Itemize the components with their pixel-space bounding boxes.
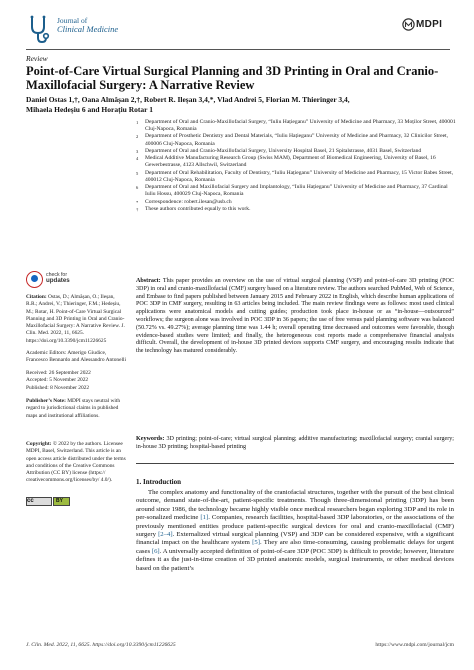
updates-line-1: check for: [46, 272, 68, 278]
author-line-1: Daniel Ostas 1,†, Oana Almășan 2,†, Robert R. Ileșan 3,4,*, Vlad Andrei 5, Florian M. Thieringer 3,4,: [26, 95, 350, 104]
affiliation-text: Medical Additive Manufacturing Research Group (Swiss MAM), Department of Biomedical Engineering, University of Basel, 16 Gewerbestrasse, 4123 Allschwil, Switzerland: [145, 155, 436, 169]
editors-names: Amerigo Giudice, Francesco Bennardo and Alessandro Antonelli: [26, 350, 127, 364]
abstract-label: Abstract:: [136, 278, 161, 284]
affiliation-2: [136, 133, 456, 147]
footer-citation[interactable]: J. Clin. Med. 2022, 11, 6625. https://doi.org/10.3390/jcm11226625: [26, 642, 176, 648]
copyright-text: © 2022 by the authors. Licensee MDPI, Basel, Switzerland. This article is an open access article distributed under the terms and conditions of the Creative Commons Attribution (CC BY) license (https:// creativecommons.org/licenses/by/ 4.0/).: [26, 440, 126, 484]
affiliation-text: Department of Prosthetic Dentistry and Dental Materials, “Iuliu Hațieganu” University of Medicine and Pharmacy, 32 Clinicilor Street, 400006 Cluj-Napoca, Romania: [145, 133, 449, 147]
citation-label: Citation:: [26, 294, 47, 300]
intro-text: . Companies, research facilities, hospital-based 3DP laboratories, or the associations of the previously mentioned entities produce patient-specific surgical devices for oral and cranio-maxillofacial (CMF) surgery: [136, 514, 454, 539]
affiliation-text: Department of Oral and Cranio-Maxillofacial Surgery, “Iuliu Hațieganu” University of Medicine and Pharmacy, 33 Moților Street, 400001 Cluj-Napoca, Romania: [145, 119, 456, 133]
mdpi-logo-text: MDPI: [416, 19, 443, 30]
affiliation-number: 3: [136, 148, 139, 154]
publisher-note: [26, 398, 126, 420]
editors-label: Academic Editors:: [26, 350, 67, 357]
reference-link[interactable]: [2–4]: [158, 531, 173, 539]
article-sidebar: [26, 294, 126, 490]
correspondence: [136, 199, 456, 206]
intro-text: . Externalized virtual surgical planning (VSP) and 3DP can be considered expensive, with a significant financial impact on the healthcare system: [136, 531, 454, 547]
keywords: [136, 436, 454, 452]
received-date: Received: 26 September 2022: [26, 369, 91, 376]
citation-text[interactable]: Ostas, D.; Almășan, O.; Ileșan, R.R.; Andrei, V.; Thieringer, F.M.; Hedeșiu, M.; Rotar, H. Point-of-Care Virtual Surgical Planning and 3D Printing in Oral and Cranio-Maxillofacial Surgery: A Narrative Review. J. Clin. Med. 2022, 11, 6625. https://doi.org/10.3390/jcm11226625: [26, 294, 125, 344]
abstract-text: This paper provides an overview on the use of virtual surgical planning (VSP) and point-of-care 3D printing (POC 3DP) in oral and cranio-maxillofacial (CMF) surgery based on a literature review. The authors searched PubMed, Web of Science, and Embase to find papers published between January 2015 and February 2022 in English, which describe human applications of POC 3DP in CMF surgery, resulting in 63 articles being included. The main review findings were as follows: most used clinical applications were anatomical models and cutting guides; production took place in-house or as “in-house—outsourced” workflows; the surgeon alone was involved in POC 3DP in 36 papers; the use of free versus paid planning software was balanced (50.72% vs. 49.27%); average planning time was 1.44 h; overall operating time decreased and outcomes were favorable, though evidence-based studies were limited; and finally, the heterogeneous cost reports made a comprehensive financial analysis difficult. Overall, the development of in-house 3D printed devices supports CMF surgery, and encouraging results indicate that the technology has matured considerably.: [136, 278, 455, 355]
keywords-text: 3D printing; point-of-care; virtual surgical planning; additive manufacturing; maxillofacial surgery; cranial surgery; in-house 3D printing; hospital-based printing: [136, 436, 455, 450]
introduction-paragraph: [136, 489, 454, 573]
by-badge-text: BY: [56, 498, 63, 504]
published-date: Published: 8 November 2022: [26, 385, 90, 392]
updates-line-2: updates: [46, 277, 70, 284]
stethoscope-icon: [26, 14, 50, 44]
correspondence-email[interactable]: Correspondence: robert.ilesan@usb.ch: [145, 198, 232, 205]
journal-line-2: Clinical Medicine: [57, 24, 119, 34]
header-divider: [26, 49, 450, 50]
journal-name: [57, 16, 118, 34]
affiliation-6: [136, 184, 456, 198]
copyright: [26, 441, 126, 485]
section-heading-introduction: 1. Introduction: [136, 478, 181, 486]
accepted-date: Accepted: 5 November 2022: [26, 377, 89, 384]
academic-editors: [26, 350, 126, 365]
intro-text: . They are also time-consuming, causing problematic delays for urgent cases: [136, 539, 455, 555]
check-for-updates-dot: [31, 275, 38, 282]
affiliation-5: [136, 170, 456, 184]
author-line-2: Mihaela Hedeșiu 6 and Horațiu Rotar 1: [26, 105, 153, 114]
reference-link[interactable]: [1]: [200, 514, 209, 522]
intro-text: . A universally accepted definition of point-of-care 3DP (POC 3DP) is difficult to provide; however, literature defines it as the just-in-time creation of 3D printed anatomic models, surgical instruments, or other medical devices based on the patient’s: [136, 547, 454, 572]
affiliation-number: 5: [136, 170, 139, 176]
affiliation-number: *: [136, 199, 139, 205]
publisher-note-text: MDPI stays neutral with regard to jurisdictional claims in published maps and institutional affiliations.: [26, 398, 121, 419]
affiliations: [136, 119, 456, 214]
copyright-spacer: [26, 425, 126, 436]
author-list: [26, 95, 456, 115]
citation: [26, 294, 126, 345]
affiliation-text: Department of Oral and Maxillofacial Surgery and Implantology, “Iuliu Hațieganu” University of Medicine and Pharmacy, 37 Cardinal Iuliu Hossu, 400029 Cluj-Napoca, Romania: [145, 184, 448, 198]
affiliation-number: 4: [136, 156, 139, 162]
affiliation-number: †: [136, 207, 139, 213]
history-dates: [26, 370, 126, 393]
affiliation-4: [136, 155, 456, 169]
cc-badge-text: cc: [27, 497, 34, 504]
mdpi-mark-icon: [402, 18, 415, 31]
keywords-label: Keywords:: [136, 436, 165, 442]
affiliation-number: 1: [136, 120, 139, 125]
affiliation-3: [136, 148, 456, 155]
affiliation-text: These authors contributed equally to this work.: [145, 206, 251, 213]
journal-line-1: Journal of: [57, 16, 88, 25]
publisher-note-label: Publisher’s Note:: [26, 398, 66, 405]
footer-journal-url[interactable]: https://www.mdpi.com/journal/jcm: [375, 642, 454, 648]
intro-text: The complex anatomy and functionality of the craniofacial structures, together with the pursuit of the best clinical outcome, demand state-of-the-art, patient-specific treatments. Though three-dimensional printing (3DP) has been around since 1986, the technology became highly visible once medical researchers began exploring 3DP and its role in per-sonalized medicine: [136, 489, 454, 522]
reference-link[interactable]: [5]: [252, 539, 260, 547]
copyright-label: Copyright:: [26, 440, 52, 447]
affiliation-text: Department of Oral and Cranio-Maxillofacial Surgery, University Hospital Basel, 21 Spitalstrasse, 4031 Basel, Switzerland: [145, 147, 422, 154]
article-title: Point-of-Care Virtual Surgical Planning and 3D Printing in Oral and Cranio-Maxillofacial Surgery: A Narrative Review: [26, 64, 439, 92]
affiliation-1: [136, 119, 456, 133]
section-divider: [136, 463, 454, 464]
affiliation-text: Department of Oral Rehabilitation, Faculty of Dentistry, “Iuliu Hațieganu” University of Medicine and Pharmacy, 15 Victor Babes Street, 400012 Cluj-Napoca, Romania: [145, 169, 454, 183]
equal-contribution-note: [136, 206, 456, 213]
affiliation-number: 2: [136, 134, 139, 140]
check-for-updates-button[interactable]: [46, 272, 70, 284]
abstract: [136, 278, 454, 356]
reference-link[interactable]: [6]: [151, 547, 160, 555]
article-type: Review: [26, 54, 48, 63]
affiliation-number: 6: [136, 185, 139, 191]
